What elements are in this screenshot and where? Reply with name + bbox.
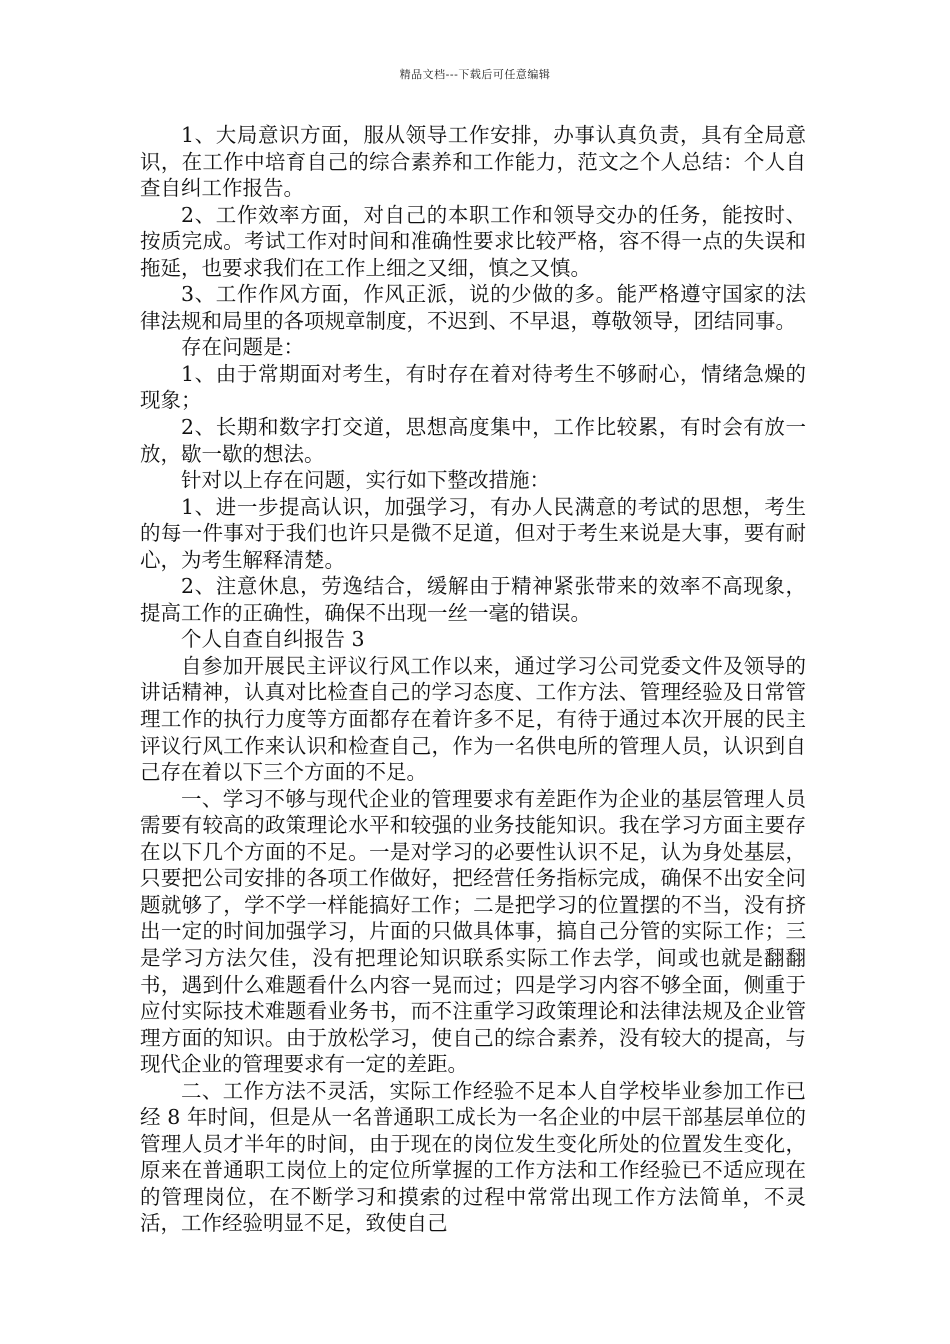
paragraph-section-one-learning: 一、学习不够与现代企业的管理要求有差距作为企业的基层管理人员需要有较高的政策理论水平和较强的业务技能知识。我在学习方面主要存在以下几个方面的不足。一是对学习的必要性认识不足，认为身处基层，只要把公司安排的各项工作做好，把经营任务指标完成，确保不出安全问题就够了，学不学一样能搞好工作；二是把学习的位置摆的不当，没有挤出一定的时间加强学习，片面的只做具体事，搞自己分管的实际工作；三是学习方法欠佳，没有把理论知识联系实际工作去学，间或也就是翻翻书，遇到什么难题看什么内容一晃而过；四是学习内容不够全面，侧重于应付实际技术难题看业务书，而不注重学习政策理论和法律法规及企业管理方面的知识。由于放松学习，使自己的综合素养，没有较大的提高，与现代企业的管理要求有一定的差距。 [140,786,806,1077]
paragraph-measures-heading: 针对以上存在问题，实行如下整改措施： [181,468,550,493]
paragraph-problems-heading: 存在问题是： [181,335,304,360]
paragraph-report-intro: 自参加开展民主评议行风工作以来，通过学习公司党委文件及领导的讲话精神，认真对比检查自己的学习态度、工作方法、管理经验及日常管理工作的执行力度等方面都存在着许多不足，有待于通过本次开展的民主评议行风工作来认识和检查自己，作为一名供电所的管理人员，认识到自己存在着以下三个方面的不足。 [140,653,806,785]
paragraph-problem-2: 2、长期和数字打交道，思想高度集中，工作比较累，有时会有放一放，歇一歇的想法。 [140,415,806,466]
paragraph-section-two-methods: 二、工作方法不灵活，实际工作经验不足本人自学校毕业参加工作已经 8 年时间，但是从一名普通职工成长为一名企业的中层干部基层单位的管理人员才半年的时间，由于现在的岗位发生变化所处的位置发生变化，原来在普通职工岗位上的定位所掌握的工作方法和工作经验已不适应现在的管理岗位，在不断学习和摸索的过程中常常出现工作方法简单，不灵活，工作经验明显不足，致使自己 [140,1078,806,1236]
section-title-report-3: 个人自查自纠报告 3 [181,627,365,652]
paragraph-overall-awareness: 1、大局意识方面，服从领导工作安排，办事认真负责，具有全局意识，在工作中培育自己的综合素养和工作能力，范文之个人总结：个人自查自纠工作报告。 [140,123,806,201]
paragraph-measure-1: 1、进一步提高认识，加强学习，有办人民满意的考试的思想，考生的每一件事对于我们也许只是微不足道，但对于考生来说是大事，要有耐心，为考生解释清楚。 [140,494,806,572]
paragraph-work-efficiency: 2、工作效率方面，对自己的本职工作和领导交办的任务，能按时、按质完成。考试工作对时间和准确性要求比较严格，容不得一点的失误和拖延，也要求我们在工作上细之又细，慎之又慎。 [140,202,806,280]
page-header: 精品文档---下载后可任意编辑 [399,68,551,81]
paragraph-measure-2: 2、注意休息，劳逸结合，缓解由于精神紧张带来的效率不高现象，提高工作的正确性，确保不出现一丝一毫的错误。 [140,574,806,625]
document-body [140,122,806,1237]
paragraph-work-style: 3、工作作风方面，作风正派，说的少做的多。能严格遵守国家的法律法规和局里的各项规章制度，不迟到、不早退，尊敬领导，团结同事。 [140,282,806,333]
paragraph-problem-1: 1、由于常期面对考生，有时存在着对待考生不够耐心，情绪急燥的现象； [140,361,806,413]
